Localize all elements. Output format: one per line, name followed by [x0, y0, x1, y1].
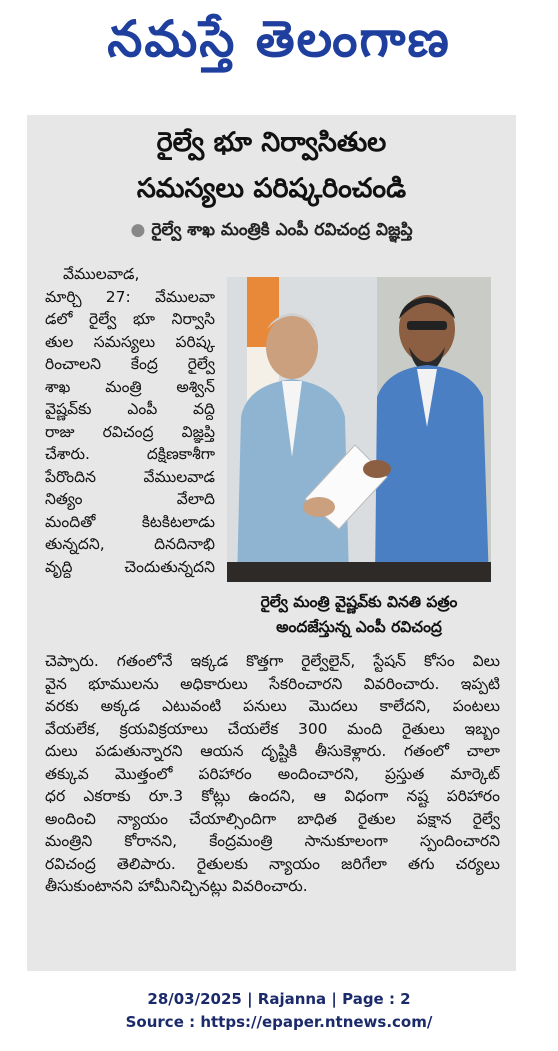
body-line: నిత్యం వేలాది	[45, 490, 215, 508]
body-line: వైష్ణవ్‌కు ఎంపీ వద్ది	[45, 400, 215, 418]
photo-illustration	[227, 277, 491, 582]
article-clipping	[27, 115, 516, 971]
news-photo	[227, 277, 491, 582]
body-line: వృద్ధి చెందుతున్నదని	[45, 557, 215, 576]
body-line: చేశారు. దక్షిణకాశీగా	[45, 445, 215, 463]
body-line: తుల సమస్యలు పరిష్క	[45, 332, 215, 351]
body-line: తున్నదని, దినదినాభి	[45, 535, 215, 553]
body-line: రవిచంద్ర తెలిపారు. రైతులకు న్యాయం జరిగేలా తగు చర్యలు	[45, 854, 500, 873]
body-line: రాజు రవిచంద్ర విజ్ఞప్తి	[45, 422, 215, 441]
body-line: ధర ఎకరాకు రూ.3 కోట్లు ఉందని, ఆ విధంగా నష్ట పరిహారం	[45, 787, 500, 805]
newspaper-masthead	[0, 0, 558, 90]
wide-text-column	[45, 650, 500, 898]
body-line: చెప్పారు. గతంలోనే ఇక్కడ కొత్తగా రైల్వేలైన్, స్టేషన్ కోసం విలు	[45, 652, 500, 670]
masthead-title: నమస్తే తెలంగాణ	[107, 9, 451, 68]
narrow-text-column	[45, 263, 215, 578]
body-line: తీసుకుంటానని హామీనిచ్చినట్లు వివరించారు.	[45, 877, 308, 895]
photo-caption	[227, 590, 491, 640]
headline-line-2: సమస్యలు పరిష్కరించండి	[136, 173, 407, 204]
body-line: డలో రైల్వే భూ నిర్వాసి	[45, 310, 215, 328]
body-line: దులు పడుతున్నారని ఆయన దృష్టికి తీసుకెళ్లారు. గతంలో చాలా	[45, 742, 500, 760]
body-line: అందించి న్యాయం చేయాల్సిందిగా బాధిత రైతుల పక్షాన రైల్వే	[45, 809, 500, 828]
body-line: వేములవాడ,	[63, 265, 140, 283]
subheading-text: రైల్వే శాఖ మంత్రికి ఎంపీ రవిచంద్ర విజ్ఞప్తి	[151, 220, 413, 240]
body-line: తక్కువ మొత్తంలో పరిహారం అందించారని, ప్రస్తుత మార్కెట్	[45, 764, 500, 783]
headline-line-1: రైల్వే భూ నిర్వాసితుల	[156, 127, 387, 158]
body-line: మార్చి 27: వేములవా	[45, 287, 215, 306]
body-line: పేరొందిన వేములవాడ	[45, 467, 215, 486]
body-line: వేయలేక, క్రయవిక్రయాలు చేయలేక 300 మంది రైతులు ఇబ్బం	[45, 719, 500, 738]
footer-date-page: 28/03/2025 | Rajanna | Page : 2	[147, 990, 411, 1008]
subheading	[27, 220, 516, 244]
caption-line: రైల్వే మంత్రి వైష్ణవ్‌కు వినతి పత్రం	[260, 593, 458, 611]
body-line: శాఖ మంత్రి అశ్విన్	[45, 377, 215, 396]
body-line: రించాలని కేంద్ర రైల్వే	[45, 355, 215, 373]
bullet-icon: ●	[130, 220, 146, 240]
body-line: మందితో కిటకిటలాడు	[45, 512, 215, 531]
body-line: వరకు అక్కడ ఎటువంటి పనులు మొదలు కాలేదని, పంటలు	[45, 697, 500, 715]
body-line: మంత్రిని కోరానని, కేంద్రమంత్రి సానుకూలంగా స్పందించారని	[45, 832, 500, 850]
footer-source: Source : https://epaper.ntnews.com/	[125, 1013, 433, 1031]
body-line: వైన భూములను అధికారులు సేకరించారని వివరించారు. ఇప్పటి	[45, 674, 500, 693]
caption-line: అందజేస్తున్న ఎంపీ రవిచంద్ర	[276, 618, 442, 636]
